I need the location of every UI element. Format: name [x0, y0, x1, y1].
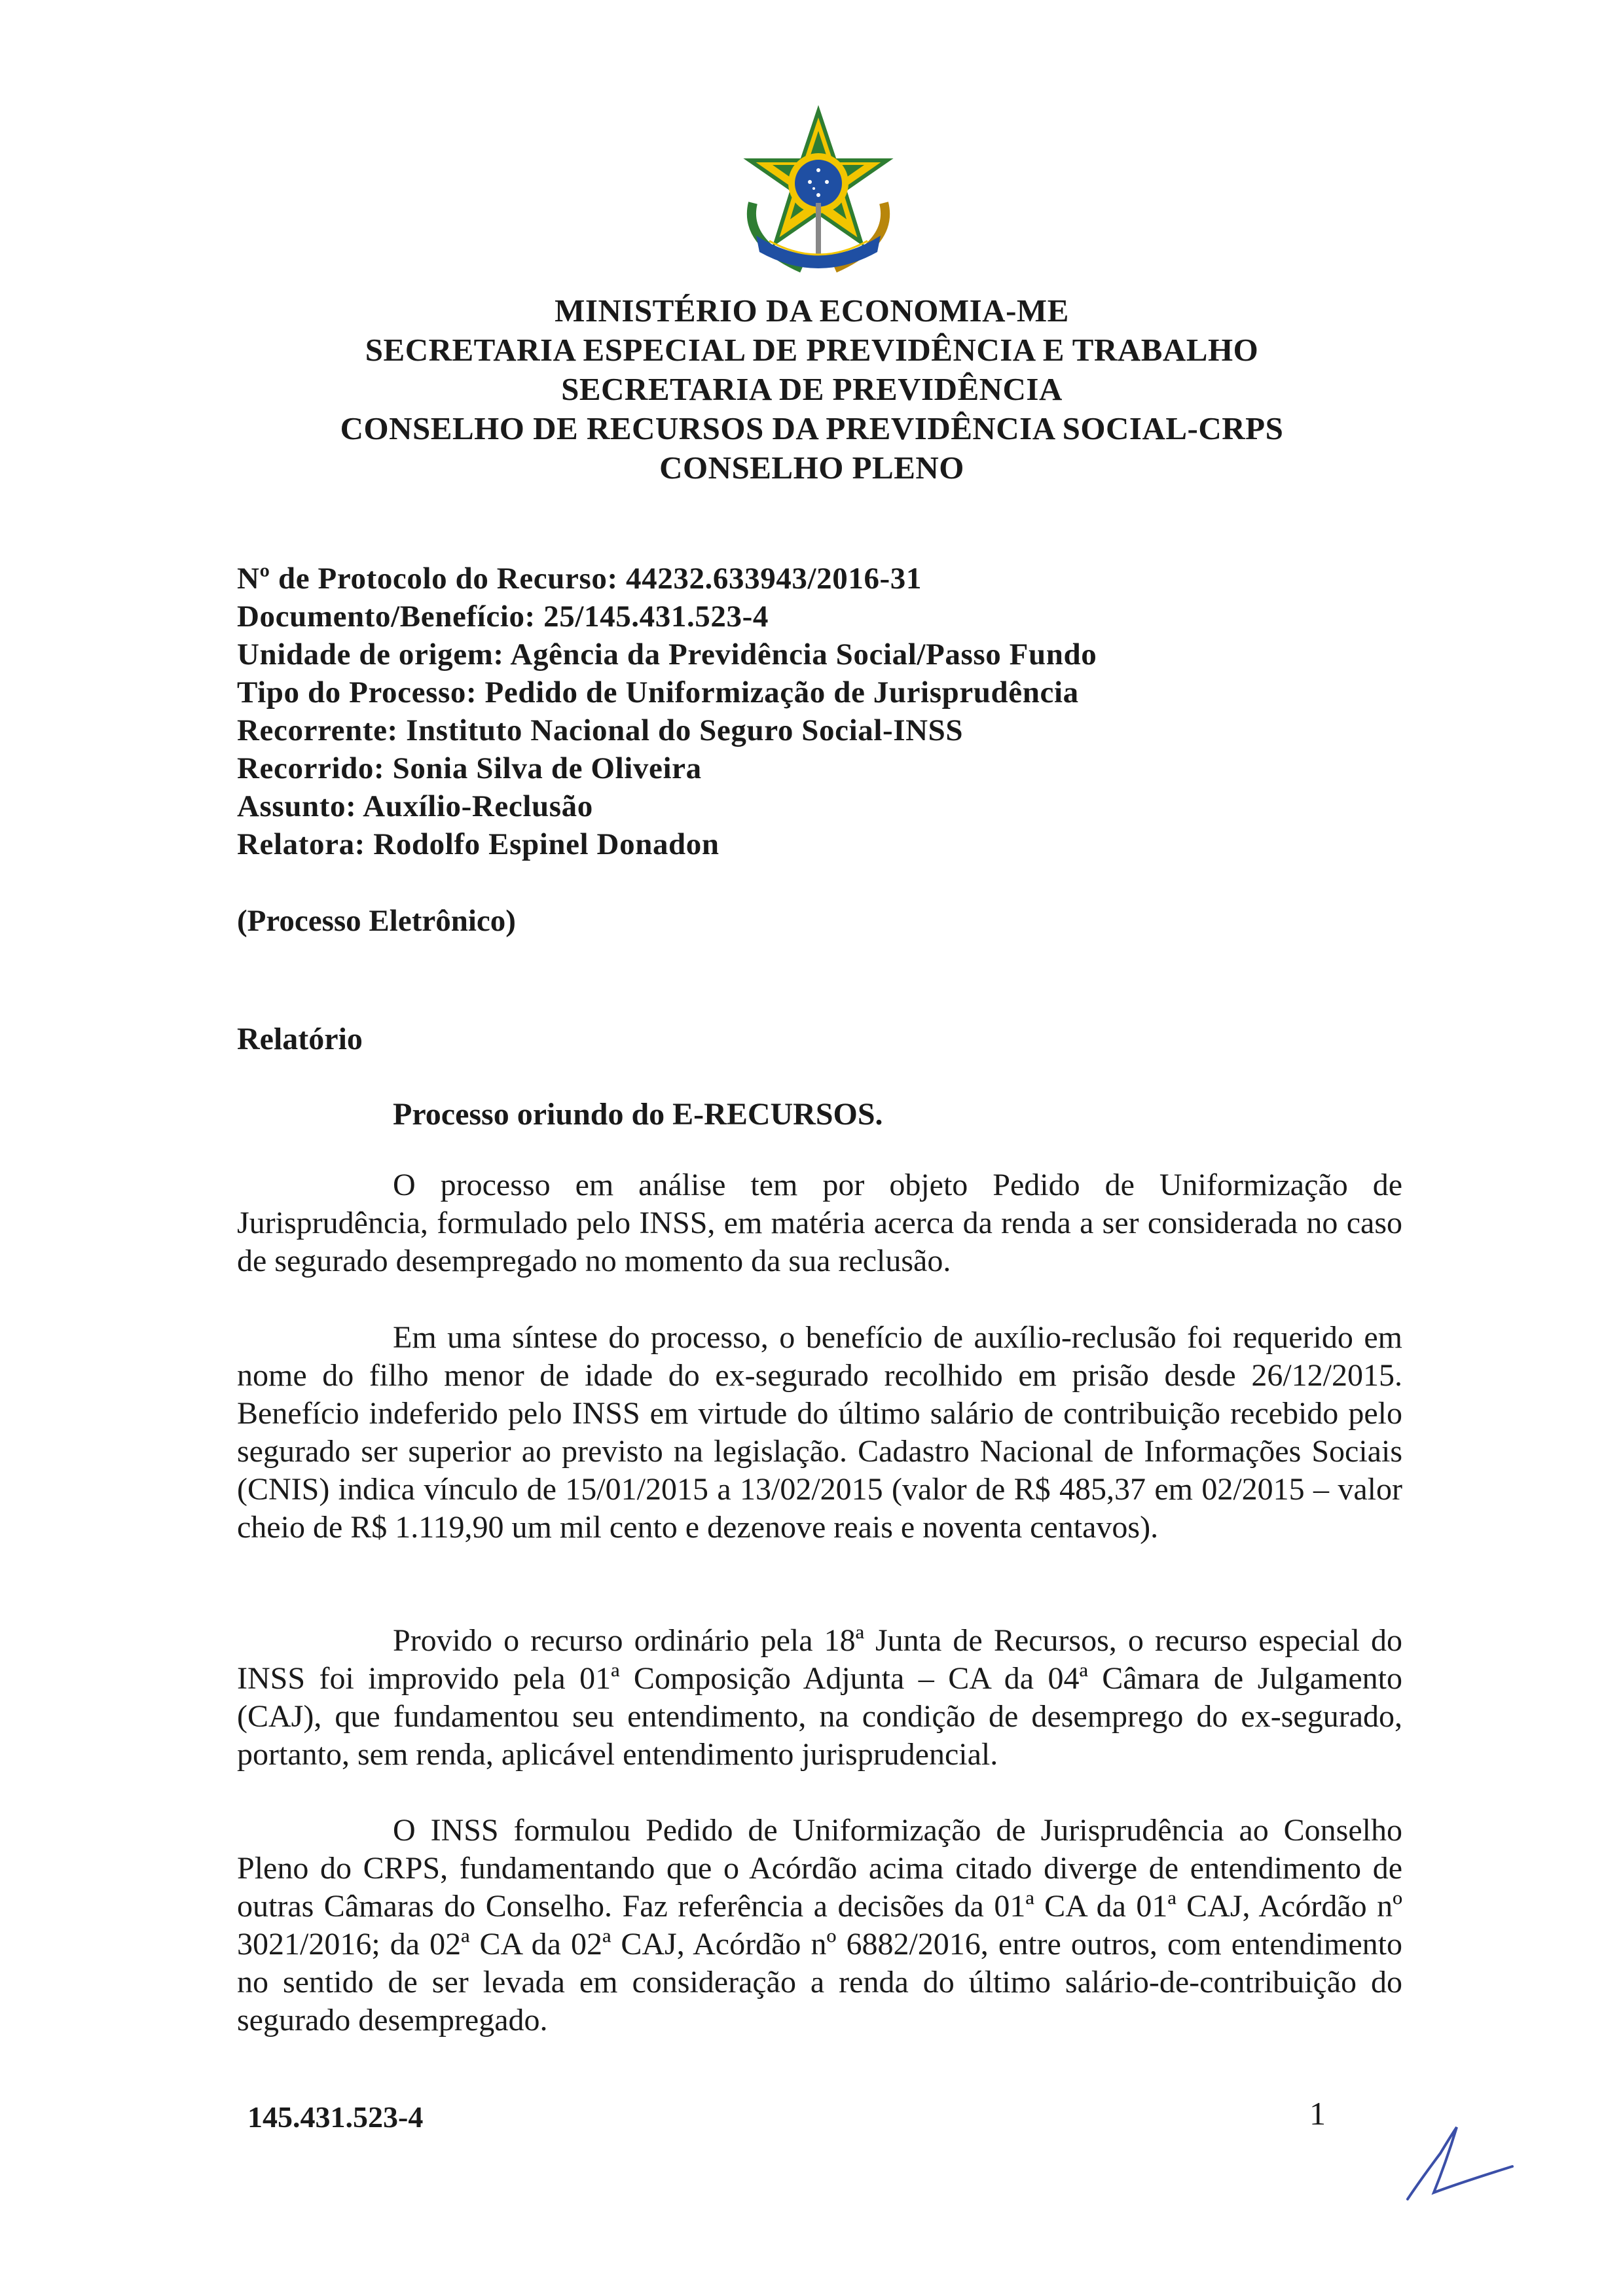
institution-header — [196, 291, 1427, 488]
case-metadata — [237, 560, 1415, 863]
paragraph: Em uma síntese do processo, o benefício de auxílio-reclusão foi requerido em nome do filho menor de idade do ex-segurado recolhido em prisão desde 26/12/2015. Benefício indeferido pelo INSS em virtude do último salário de contribuição recebido pelo segurado ser superior ao previsto na legislação. Cadastro Nacional de Informações Sociais (CNIS) indica vínculo de 15/01/2015 a 13/02/2015 (valor de R$ 485,37 em 02/2015 – valor cheio de R$ 1.119,90 um mil cento e dezenove reais e noventa centavos). — [237, 1320, 1402, 1545]
meta-origin-unit: Unidade de origem: Agência da Previdência Social/Passo Fundo — [237, 637, 1097, 672]
meta-document: Documento/Benefício: 25/145.431.523-4 — [237, 600, 769, 634]
header-line-ministry: MINISTÉRIO DA ECONOMIA-ME — [555, 293, 1069, 329]
signature-icon — [1395, 2121, 1519, 2206]
paragraph: Provido o recurso ordinário pela 18ª Junta de Recursos, o recurso especial do INSS foi improvido pela 01ª Composição Adjunta – CA da 04ª Câmara de Julgamento (CAJ), que fundamentou seu entendimento, na condição de desemprego do ex-segurado, portanto, sem renda, aplicável entendimento jurisprudencial. — [237, 1623, 1402, 1772]
coat-of-arms-icon — [730, 105, 907, 281]
meta-appellee: Recorrido: Sonia Silva de Oliveira — [237, 751, 702, 785]
process-tag: (Processo Eletrônico) — [237, 904, 516, 938]
meta-process-type: Tipo do Processo: Pedido de Uniformização de Jurisprudência — [237, 675, 1079, 709]
header-line-plenary: CONSELHO PLENO — [659, 450, 964, 486]
page-number: 1 — [1309, 2095, 1326, 2132]
header-line-council: CONSELHO DE RECURSOS DA PREVIDÊNCIA SOCIAL-CRPS — [340, 410, 1284, 446]
paragraph: O processo em análise tem por objeto Pedido de Uniformização de Jurisprudência, formulado pelo INSS, em matéria acerca da renda a ser considerada no caso de segurado desempregado no momento da sua reclusão. — [237, 1168, 1402, 1278]
meta-rapporteur: Relatora: Rodolfo Espinel Donadon — [237, 827, 720, 861]
meta-appellant: Recorrente: Instituto Nacional do Seguro Social-INSS — [237, 713, 964, 747]
header-line-special-secretariat: SECRETARIA ESPECIAL DE PREVIDÊNCIA E TRABALHO — [365, 332, 1259, 368]
header-line-secretariat: SECRETARIA DE PREVIDÊNCIA — [561, 371, 1063, 407]
meta-protocol: Nº de Protocolo do Recurso: 44232.633943/2016-31 — [237, 562, 922, 596]
subheading: Processo oriundo do E-RECURSOS. — [393, 1097, 883, 1132]
meta-subject: Assunto: Auxílio-Reclusão — [237, 789, 593, 823]
section-title: Relatório — [237, 1022, 363, 1056]
paragraph: O INSS formulou Pedido de Uniformização de Jurisprudência ao Conselho Pleno do CRPS, fundamentando que o Acórdão acima citado diverge de entendimento de outras Câmaras do Conselho. Faz referência a decisões da 01ª CA da 01ª CAJ, Acórdão nº 3021/2016; da 02ª CA da 02ª CAJ, Acórdão nº 6882/2016, entre outros, com entendimento no sentido de ser levada em consideração a renda do último salário-de-contribuição do segurado desempregado. — [237, 1813, 1402, 2037]
footer-document-number: 145.431.523-4 — [247, 2100, 424, 2134]
